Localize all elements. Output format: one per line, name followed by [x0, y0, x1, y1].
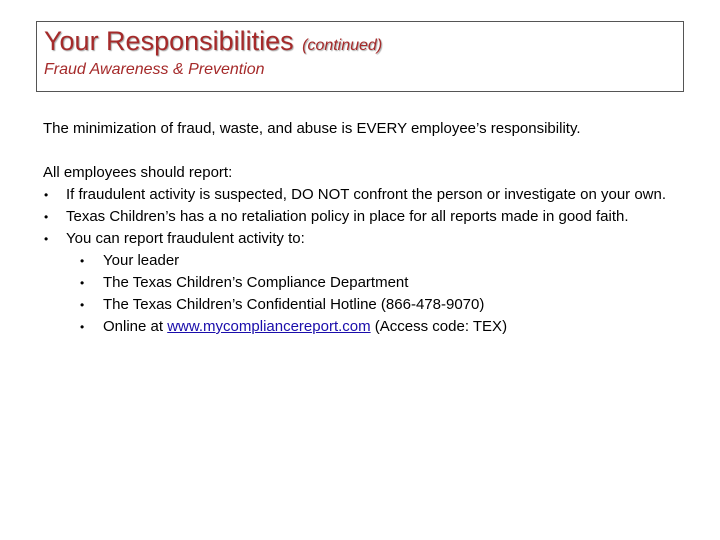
online-prefix: Online at	[103, 318, 168, 335]
title-box	[36, 21, 684, 92]
list-item-text: You can report fraudulent activity to:	[66, 230, 305, 247]
bullet-icon: •	[44, 210, 49, 224]
list-item	[43, 206, 683, 228]
sub-list-item	[66, 294, 683, 316]
list-item	[43, 184, 683, 206]
bullet-icon: •	[80, 298, 85, 312]
sub-list-item-text: The Texas Children’s Confidential Hotline (866-478-9070)	[103, 296, 485, 313]
list-item	[43, 228, 683, 338]
access-code-text: (Access code: TEX)	[370, 318, 508, 335]
report-heading: All employees should report:	[43, 164, 233, 181]
report-bullet-list	[43, 184, 683, 338]
sub-list-item-text: The Texas Children’s Compliance Department	[103, 274, 409, 291]
sub-list-item	[66, 272, 683, 294]
bullet-icon: •	[80, 276, 85, 290]
bullet-icon: •	[80, 254, 85, 268]
bullet-icon: •	[44, 188, 49, 202]
report-channel-list	[66, 250, 683, 338]
sub-list-item	[66, 316, 683, 338]
page-subtitle: Fraud Awareness & Prevention	[44, 61, 265, 78]
intro-paragraph: The minimization of fraud, waste, and abuse is EVERY employee’s responsibility.	[43, 120, 581, 137]
title-suffix: (continued)	[302, 37, 383, 54]
bullet-icon: •	[80, 320, 85, 334]
sub-list-item	[66, 250, 683, 272]
compliance-report-link[interactable]: www.mycompliancereport.com	[167, 318, 371, 335]
list-item-text: If fraudulent activity is suspected, DO NOT confront the person or investigate on your own.	[66, 186, 667, 203]
slide-body	[43, 118, 683, 338]
list-item-text: Texas Children’s has a no retaliation policy in place for all reports made in good faith.	[66, 208, 629, 225]
title-line	[44, 24, 382, 63]
page-title: Your Responsibilities	[44, 26, 294, 56]
bullet-icon: •	[44, 232, 49, 246]
sub-list-item-text: Your leader	[103, 252, 180, 269]
